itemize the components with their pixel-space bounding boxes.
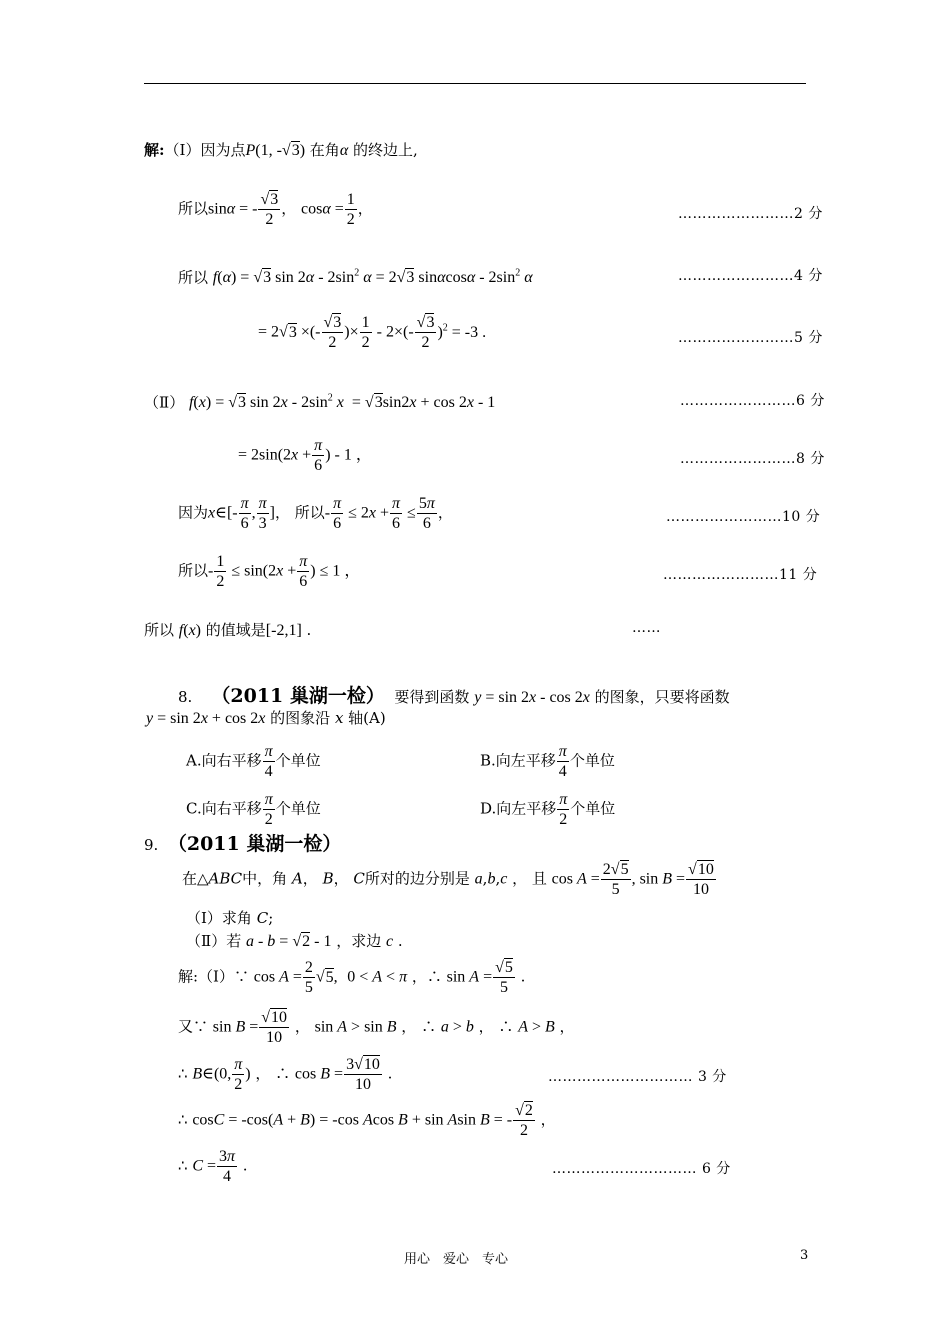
line-result: 所以 f(x) 的值域是[-2,1] .	[144, 621, 312, 639]
q9-sol4: ∴ cosC = -cos(A + B) = -cos Acos B + sin Asin B = - $\frac{√2}{2}$ ，	[178, 1102, 556, 1139]
q9-sol5: ∴ C = $\frac{3\pi}{4}$ .	[178, 1148, 248, 1185]
score-6: ……………………6 分	[680, 393, 825, 409]
q9-heading	[144, 834, 341, 855]
score-2: ……………………2 分	[678, 206, 823, 222]
line-fx: （Ⅱ） f(x) = √3 $\sin 2x - 2\sin^2$ x = √3sin2x + cos 2x - 1	[144, 393, 496, 412]
q8-source: （2011 巢湖一检）	[211, 685, 385, 707]
q9-number: 9.	[144, 836, 159, 854]
solution-intro: 解:（Ⅰ）因为点P(1, -√3) 在角α 的终边上,	[144, 141, 418, 159]
q8-stem2: y = sin 2x + cos 2x 的图象沿 x 轴(A)	[146, 709, 386, 727]
score-10: ……………………10 分	[666, 509, 821, 525]
header-rule	[144, 83, 806, 84]
q8-stem: 8. （2011 巢湖一检） 要得到函数 y = sin 2x - cos 2x 的图象，只要将函数	[178, 685, 730, 707]
q9-sol1: 解:（Ⅰ）∵ cos A = $\frac{2}{5}$ √5, 0 < A < π ，∴ sin A = $\frac{√5}{5}$ .	[178, 959, 526, 996]
q9-source: （2011 巢湖一检）	[167, 833, 342, 855]
solution-label: 解:	[144, 141, 165, 159]
line-f-alpha: 所以 f(α) = √3 $\sin 2\alpha - 2\sin^2$ α = 2√3 sinαcosα - $2\sin^2$ α	[178, 268, 533, 287]
score-q9-6: ………………………… 6 分	[552, 1161, 731, 1177]
page-number: 3	[800, 1248, 809, 1263]
q9-stem: 在△ABC中，角 A， B， C所对的边分别是 a,b,c ， 且 cos A = $\frac{2√5}{5}$ , sin B = $\frac{√10}{10}$	[182, 861, 714, 898]
q8-option-a: A.向右平移 $\frac{\pi}{4}$ 个单位	[186, 743, 321, 780]
q9-sub1: （Ⅰ）求角 C;	[186, 909, 274, 927]
footer-text: 用心 爱心 专心	[404, 1252, 509, 1267]
q8-option-c: C.向右平移 $\frac{\pi}{2}$ 个单位	[186, 791, 321, 828]
score-q9-3: ………………………… 3 分	[548, 1069, 727, 1085]
q8-number: 8.	[178, 688, 193, 706]
score-5: ……………………5 分	[678, 330, 823, 346]
q8-option-d: D.向左平移 $\frac{\pi}{2}$ 个单位	[480, 791, 616, 828]
score-11: ……………………11 分	[663, 567, 818, 583]
score-8: ……………………8 分	[680, 451, 825, 467]
line-range-x: 因为x∈[- $\frac{\pi}{6}$ , $\frac{\pi}{3}$ ]， 所以- $\frac{\pi}{6}$ ≤ 2x + $\frac{\pi}{6}$ ≤ $\frac{5\pi}{6}$ ，	[178, 495, 453, 532]
q9-sol2: 又∵ sin B = $\frac{√10}{10}$ ， sin A > sin B ， ∴ a > b ， ∴ A > B ，	[178, 1009, 575, 1046]
q8-option-b: B.向左平移 $\frac{\pi}{4}$ 个单位	[480, 743, 615, 780]
score-4: ……………………4 分	[678, 268, 823, 284]
line-sin-cos: 所以sinα = - $\frac{√3}{2}$ ， cosα = $\frac{1}{2}$ ，	[178, 191, 373, 228]
q9-sub2: （Ⅱ）若 a - b = √2 - 1 ，求边 c .	[186, 932, 403, 950]
q9-sol3: ∴ B∈(0, $\frac{\pi}{2}$ ) ， ∴ cos B = $\frac{3√10}{10}$ .	[178, 1056, 393, 1093]
line-fx2: = 2sin(2x + $\frac{\pi}{6}$ ) - 1 ，	[238, 437, 372, 474]
line-value: = 2√3 ×(- $\frac{√3}{2}$ )× $\frac{1}{2}$ - 2×(- $\frac{√3}{2}$ )$^2$ = -3 .	[258, 314, 487, 351]
score-12: ……	[632, 620, 661, 636]
line-range-sin: 所以- $\frac{1}{2}$ ≤ sin(2x + $\frac{\pi}{6}$ ) ≤ 1 ，	[178, 553, 361, 590]
